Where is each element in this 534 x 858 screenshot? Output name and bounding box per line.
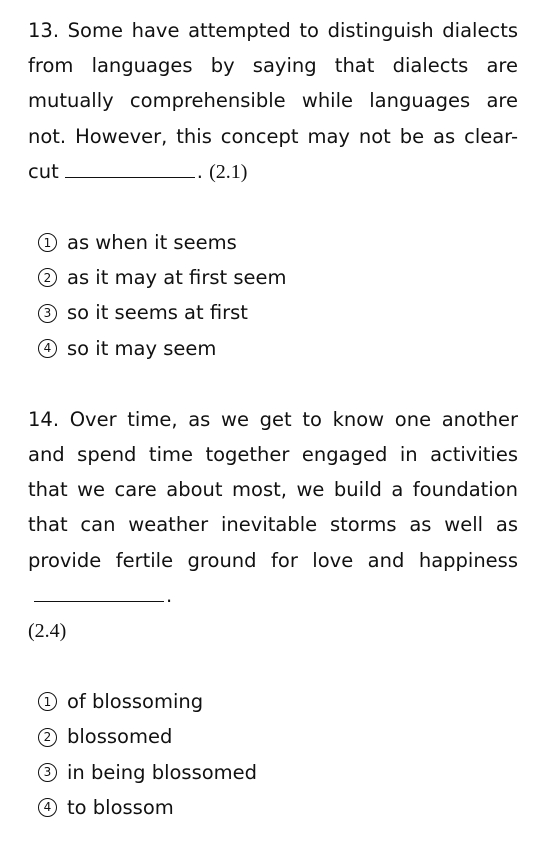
option-text: as it may at first seem — [67, 266, 287, 290]
circled-number-icon: 4 — [38, 339, 57, 358]
question-13 — [28, 13, 518, 366]
option-text: in being blossomed — [67, 760, 258, 784]
question-14 — [28, 402, 518, 825]
stem-end: . — [166, 583, 173, 607]
circled-number-icon: 4 — [38, 798, 57, 817]
question-sheet — [28, 13, 518, 825]
option-text: of blossoming — [67, 690, 204, 714]
answer-options — [28, 225, 518, 366]
answer-option-3[interactable] — [38, 755, 518, 790]
question-stem — [28, 13, 518, 190]
reference-code: (2.1) — [209, 160, 248, 183]
circled-number-icon: 1 — [38, 692, 57, 711]
option-text: so it may seem — [67, 336, 217, 360]
reference-code: (2.4) — [28, 620, 67, 643]
option-text: blossomed — [67, 725, 173, 749]
circled-number-icon: 2 — [38, 728, 57, 747]
answer-blank — [65, 155, 195, 178]
circled-number-icon: 3 — [38, 763, 57, 782]
option-text: as when it seems — [67, 231, 237, 255]
question-stem — [28, 402, 518, 649]
question-number: 14. — [28, 407, 60, 431]
answer-blank — [34, 579, 164, 602]
stem-text: Over time, as we get to know one another and spend time together engaged in activities that we care about most, we build a foundation that can weather inevitable storms as well as provide fertile ground for love and happiness — [28, 407, 518, 572]
stem-end: . — [196, 159, 203, 183]
option-text: so it seems at first — [67, 301, 248, 325]
question-number: 13. — [28, 19, 60, 42]
answer-option-1[interactable] — [38, 684, 518, 719]
circled-number-icon: 1 — [38, 233, 57, 252]
circled-number-icon: 3 — [38, 304, 57, 323]
option-text: to blossom — [67, 795, 174, 819]
answer-option-1[interactable] — [38, 225, 518, 260]
answer-option-4[interactable] — [38, 331, 518, 366]
answer-option-2[interactable] — [38, 260, 518, 295]
answer-option-4[interactable] — [38, 790, 518, 825]
circled-number-icon: 2 — [38, 268, 57, 287]
answer-option-2[interactable] — [38, 719, 518, 754]
answer-option-3[interactable] — [38, 295, 518, 330]
stem-text: Some have attempted to distinguish dialects from languages by saying that dialects are mutually comprehensible while languages are not. However, this concept may not be as clear-cut — [28, 19, 518, 183]
answer-options — [28, 684, 518, 825]
